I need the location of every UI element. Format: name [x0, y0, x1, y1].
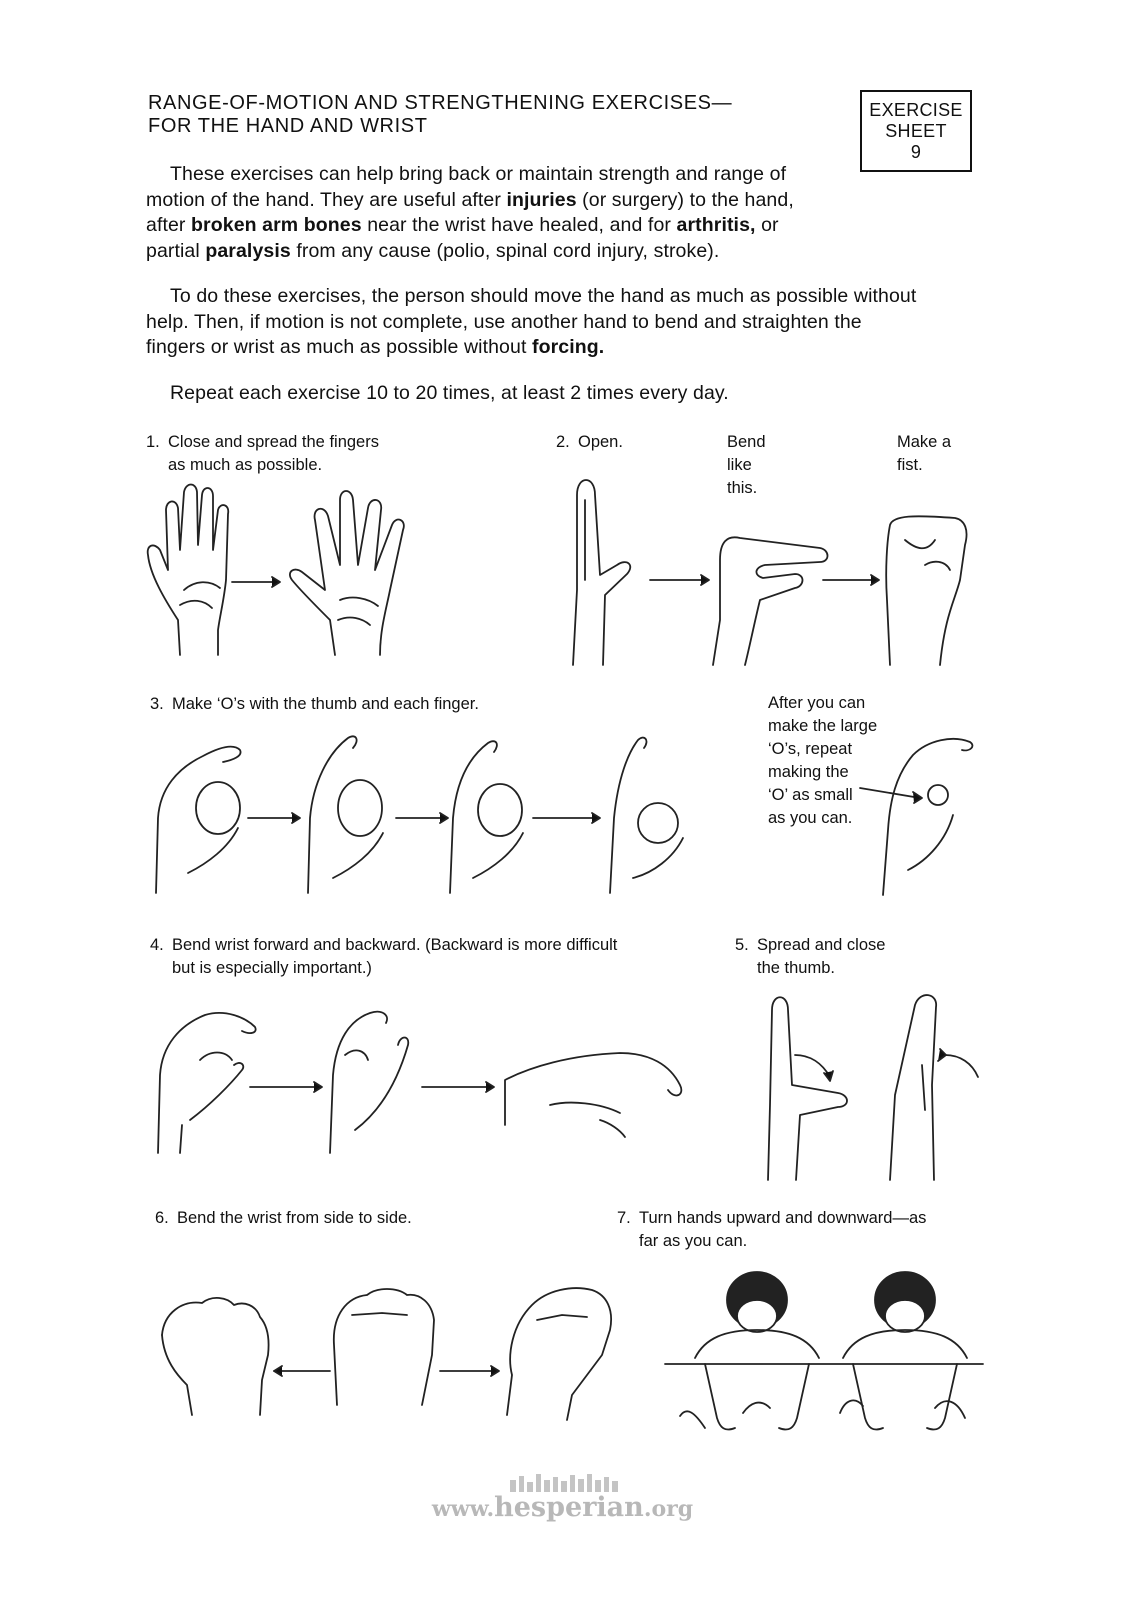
- hand-illustration: [768, 997, 847, 1180]
- person-illustration: [695, 1272, 819, 1430]
- exercise-5-line1: Spread and close: [757, 936, 886, 954]
- intro-p2-line1: To do these exercises, the person should move the hand as much as possible without: [170, 285, 917, 307]
- arrow-right-icon: [860, 788, 920, 798]
- hand-illustration: [162, 1298, 269, 1415]
- footer-url-suffix: .org: [643, 1496, 694, 1522]
- exercise-6-caption: [155, 1207, 412, 1230]
- badge-line1: EXERCISE: [869, 100, 963, 120]
- note-line1: After you can: [768, 694, 866, 712]
- exercise-7-line2: far as you can.: [639, 1232, 748, 1250]
- hand-illustration: [308, 736, 383, 893]
- exercise-sheet-badge: [860, 90, 972, 172]
- intro-paragraph-1: [146, 162, 794, 264]
- hand-illustration: [330, 1012, 408, 1153]
- hesperian-logo: [505, 1472, 625, 1492]
- intro-p1-text: from any cause (polio, spinal cord injury, stroke).: [290, 239, 720, 262]
- exercise-1-line1: Close and spread the fingers: [168, 433, 379, 451]
- note-line3: ‘O’s, repeat: [768, 740, 853, 758]
- curved-arrow-icon: [945, 1055, 978, 1077]
- page-title-line1: RANGE-OF-MOTION AND STRENGTHENING EXERCISES—: [148, 92, 733, 114]
- badge-number: 9: [910, 142, 922, 162]
- hand-illustration: [334, 1289, 434, 1405]
- footer-url-prefix: www.: [431, 1496, 495, 1522]
- page-title-line2: FOR THE HAND AND WRIST: [148, 115, 428, 137]
- hand-illustration: [713, 537, 828, 665]
- hand-illustration: [156, 747, 241, 893]
- exercise-2-open-label: Open.: [578, 433, 623, 451]
- exercise-number: 2.: [556, 433, 570, 451]
- intro-p1-line1: These exercises can help bring back or maintain strength and range of: [170, 163, 787, 185]
- exercise-7-caption: [617, 1207, 926, 1253]
- intro-p1-text: (or surgery) to the hand,: [576, 188, 794, 211]
- exercise-5-caption: [735, 934, 885, 980]
- note-line2: make the large: [768, 717, 878, 735]
- fist-label-line1: Make a: [897, 433, 952, 451]
- exercise-6-wrist-illustration: [152, 1275, 627, 1420]
- intro-p1-text: or: [755, 214, 779, 236]
- intro-p1-text: motion of the hand. They are useful after: [146, 188, 507, 211]
- bend-label-line3: this.: [727, 479, 758, 497]
- note-line6: as you can.: [768, 809, 853, 827]
- bend-label-line1: Bend: [727, 433, 766, 451]
- exercise-number: 1.: [146, 433, 160, 451]
- intro-paragraph-3: [146, 381, 729, 407]
- exercise-1-caption: [146, 431, 379, 477]
- hand-illustration: [610, 738, 683, 893]
- exercise-3-hands-illustration: [148, 728, 708, 898]
- note-line4: making the: [768, 763, 849, 781]
- exercise-4-line2: but is especially important.): [172, 959, 372, 977]
- hand-illustration: [450, 741, 523, 893]
- intro-p2-line3: fingers or wrist as much as possible without: [146, 336, 532, 358]
- footer-url[interactable]: [0, 1492, 1125, 1523]
- curved-arrow-icon: [680, 1411, 705, 1428]
- intro-p1-text: partial: [146, 239, 206, 262]
- exercise-4-line1: Bend wrist forward and backward. (Backward is more difficult: [172, 936, 618, 954]
- curved-arrow-icon: [743, 1403, 770, 1413]
- exercise-4-caption: [150, 934, 617, 980]
- hand-illustration: [573, 480, 630, 665]
- exercise-2-hands-illustration: [555, 470, 985, 670]
- curved-arrow-icon: [840, 1400, 863, 1413]
- exercise-number: 6.: [155, 1209, 169, 1227]
- exercise-1-hands-illustration: [140, 480, 430, 660]
- exercise-4-wrist-illustration: [150, 1005, 695, 1155]
- exercise-7-forearm-rotation-illustration: [665, 1268, 985, 1468]
- term-injuries: injuries: [506, 188, 577, 211]
- hand-illustration: [148, 485, 229, 656]
- footer-url-brand: hesperian: [494, 1492, 644, 1523]
- exercise-3-line1: Make ‘O’s with the thumb and each finger.: [172, 695, 479, 713]
- hand-illustration: [886, 516, 966, 665]
- note-line5: ‘O’ as small: [768, 786, 853, 804]
- term-forcing: forcing.: [532, 336, 605, 358]
- hand-illustration: [505, 1053, 681, 1137]
- exercise-5-thumb-illustration: [750, 985, 985, 1185]
- intro-paragraph-2: [146, 284, 916, 361]
- exercise-6-line1: Bend the wrist from side to side.: [177, 1209, 412, 1227]
- hand-illustration: [890, 995, 936, 1180]
- term-broken-arm-bones: broken arm bones: [191, 214, 362, 236]
- intro-p2-line2: help. Then, if motion is not complete, use another hand to bend and straighten the: [146, 310, 862, 333]
- exercise-3-caption: [150, 693, 479, 716]
- curved-arrow-icon: [935, 1401, 965, 1418]
- hand-illustration: [507, 1288, 611, 1420]
- hand-illustration: [158, 1013, 256, 1153]
- term-arthritis: arthritis,: [676, 214, 756, 236]
- person-illustration: [843, 1272, 967, 1430]
- hand-illustration: [883, 739, 972, 895]
- exercise-number: 4.: [150, 936, 164, 954]
- intro-p1-text: after: [146, 214, 192, 236]
- exercise-3-small-o-illustration: [858, 720, 988, 900]
- term-paralysis: paralysis: [205, 239, 291, 262]
- exercise-number: 3.: [150, 695, 164, 713]
- repeat-instruction: Repeat each exercise 10 to 20 times, at least 2 times every day.: [170, 382, 729, 404]
- exercise-2-caption: [556, 431, 623, 454]
- page-title: [148, 92, 732, 138]
- exercise-7-line1: Turn hands upward and downward—as: [639, 1209, 927, 1227]
- exercise-1-line2: as much as possible.: [168, 456, 323, 474]
- exercise-number: 5.: [735, 936, 749, 954]
- bend-label-line2: like: [727, 456, 752, 474]
- exercise-number: 7.: [617, 1209, 631, 1227]
- exercise-5-line2: the thumb.: [757, 959, 835, 977]
- fist-label-line2: fist.: [897, 456, 923, 474]
- intro-p1-text: near the wrist have healed, and for: [361, 214, 677, 236]
- badge-line2: SHEET: [885, 121, 947, 141]
- hand-illustration: [290, 491, 404, 655]
